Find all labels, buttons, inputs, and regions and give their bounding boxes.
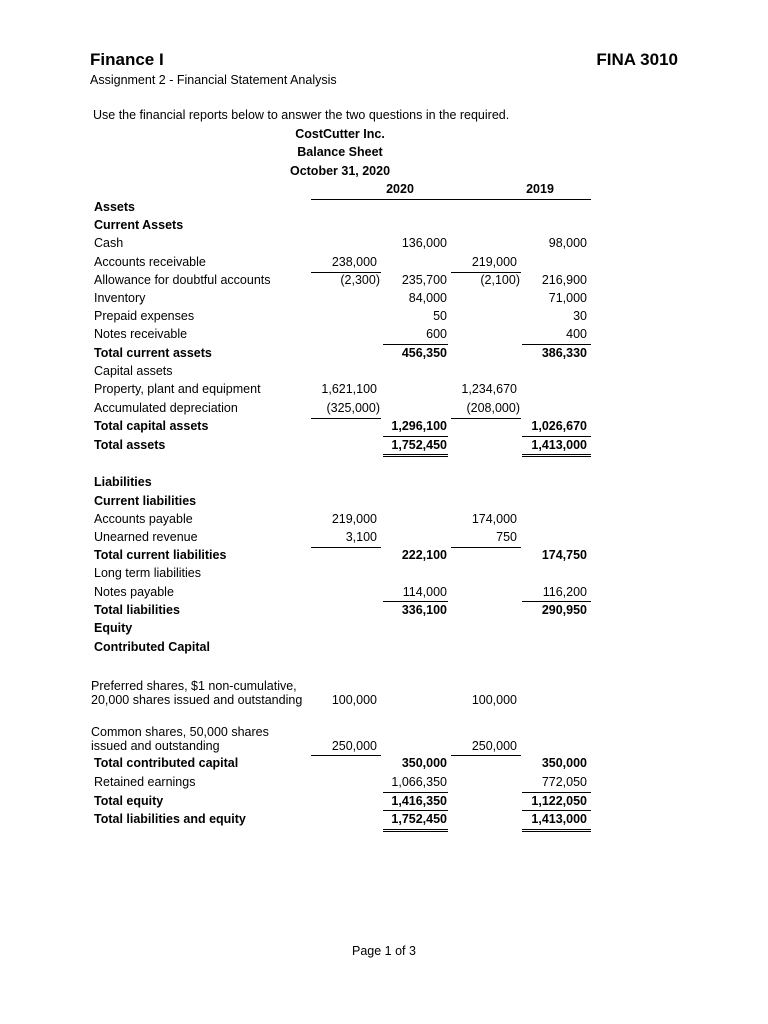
total-current-assets-2019: 386,330: [541, 346, 587, 360]
total-liabilities-2020: 336,100: [401, 603, 447, 617]
inventory-label: Inventory: [94, 291, 146, 305]
total-equity-label: Total equity: [94, 794, 164, 808]
preferred-2019: 100,000: [471, 693, 517, 707]
ap-2019: 174,000: [471, 512, 517, 526]
unearned-2020: 3,100: [345, 530, 377, 544]
acc-dep-label: Accumulated depreciation: [94, 401, 238, 415]
allowance-total-2020: 235,700: [401, 273, 447, 287]
rule: [383, 344, 448, 345]
rule: [383, 810, 448, 811]
total-equity-2020: 1,416,350: [391, 794, 447, 808]
total-contributed-label: Total contributed capital: [94, 756, 239, 770]
acc-dep-2019: (208,000): [466, 401, 520, 415]
common-label-line2: issued and outstanding: [91, 739, 220, 753]
total-le-2019: 1,413,000: [531, 812, 587, 826]
rule: [522, 344, 591, 345]
instructions: Use the financial reports below to answer the two questions in the required.: [93, 108, 510, 122]
rule: [522, 436, 591, 437]
rule: [383, 436, 448, 437]
cash-2019: 98,000: [548, 236, 587, 250]
prepaid-label: Prepaid expenses: [94, 309, 195, 323]
ppe-label: Property, plant and equipment: [94, 382, 261, 396]
preferred-2020: 100,000: [331, 693, 377, 707]
rule: [311, 755, 381, 756]
ar-sub-2019: 219,000: [471, 255, 517, 269]
rule: [311, 547, 381, 548]
year-2019-header: 2019: [526, 182, 554, 196]
ap-label: Accounts payable: [94, 512, 193, 526]
rule: [383, 792, 448, 793]
prepaid-2020: 50: [433, 309, 447, 323]
ppe-2020: 1,621,100: [321, 382, 377, 396]
total-contributed-2019: 350,000: [541, 756, 587, 770]
rule: [522, 792, 591, 793]
common-2019: 250,000: [471, 739, 517, 753]
preferred-label-line2: 20,000 shares issued and outstanding: [91, 693, 303, 707]
page-number: Page 1 of 3: [352, 944, 416, 958]
total-liabilities-2019: 290,950: [541, 603, 587, 617]
assignment-subtitle: Assignment 2 - Financial Statement Analysis: [90, 73, 337, 87]
total-liabilities-label: Total liabilities: [94, 603, 180, 617]
course-title: Finance I: [90, 50, 164, 69]
ar-label: Accounts receivable: [94, 255, 206, 269]
notes-payable-2019: 116,200: [542, 585, 587, 599]
rule: [451, 418, 521, 419]
double-rule: [383, 829, 448, 832]
company-name: CostCutter Inc.: [295, 127, 385, 141]
total-le-2020: 1,752,450: [391, 812, 447, 826]
total-current-assets-2020: 456,350: [401, 346, 447, 360]
total-current-liabilities-2019: 174,750: [541, 548, 587, 562]
preferred-label-line1: Preferred shares, $1 non-cumulative,: [91, 679, 297, 693]
long-term-heading: Long term liabilities: [94, 566, 201, 580]
inventory-2019: 71,000: [548, 291, 587, 305]
header-rule: [311, 199, 591, 200]
cash-label: Cash: [94, 236, 124, 250]
double-rule: [522, 454, 591, 457]
notes-receivable-label: Notes receivable: [94, 327, 188, 341]
rule: [522, 601, 591, 602]
retained-earnings-2020: 1,066,350: [391, 775, 447, 789]
liabilities-heading: Liabilities: [94, 475, 152, 489]
rule: [383, 601, 448, 602]
rule: [451, 547, 521, 548]
current-assets-heading: Current Assets: [94, 218, 184, 232]
allowance-sub-2019: (2,100): [480, 273, 520, 287]
acc-dep-2020: (325,000): [326, 401, 380, 415]
unearned-label: Unearned revenue: [94, 530, 198, 544]
inventory-2020: 84,000: [408, 291, 447, 305]
cash-2020: 136,000: [401, 236, 447, 250]
prepaid-2019: 30: [573, 309, 587, 323]
ar-sub-2020: 238,000: [331, 255, 377, 269]
ppe-2019: 1,234,670: [461, 382, 517, 396]
total-current-assets-label: Total current assets: [94, 346, 212, 360]
statement-date: October 31, 2020: [289, 164, 391, 178]
notes-receivable-2020: 600: [426, 327, 447, 341]
double-rule: [383, 454, 448, 457]
common-label-line1: Common shares, 50,000 shares: [91, 725, 269, 739]
allowance-label: Allowance for doubtful accounts: [94, 273, 271, 287]
common-2020: 250,000: [331, 739, 377, 753]
statement-title: Balance Sheet: [297, 145, 383, 159]
unearned-2019: 750: [496, 530, 517, 544]
course-code: FINA 3010: [596, 50, 678, 69]
rule: [311, 418, 381, 419]
total-capital-assets-2019: 1,026,670: [531, 419, 587, 433]
total-assets-2020: 1,752,450: [391, 438, 447, 452]
notes-payable-label: Notes payable: [94, 585, 174, 599]
capital-assets-heading: Capital assets: [94, 364, 173, 378]
rule: [451, 755, 521, 756]
total-current-liabilities-label: Total current liabilities: [94, 548, 227, 562]
year-2020-header: 2020: [386, 182, 414, 196]
double-rule: [522, 829, 591, 832]
assets-heading: Assets: [94, 200, 135, 214]
total-le-label: Total liabilities and equity: [94, 812, 246, 826]
total-equity-2019: 1,122,050: [531, 794, 587, 808]
notes-receivable-2019: 400: [566, 327, 587, 341]
total-current-liabilities-2020: 222,100: [401, 548, 447, 562]
ap-2020: 219,000: [331, 512, 377, 526]
total-contributed-2020: 350,000: [401, 756, 447, 770]
allowance-sub-2020: (2,300): [340, 273, 380, 287]
total-capital-assets-label: Total capital assets: [94, 419, 209, 433]
total-assets-label: Total assets: [94, 438, 166, 452]
retained-earnings-label: Retained earnings: [94, 775, 196, 789]
rule: [522, 810, 591, 811]
contributed-capital-heading: Contributed Capital: [94, 640, 210, 654]
total-capital-assets-2020: 1,296,100: [391, 419, 447, 433]
equity-heading: Equity: [94, 621, 133, 635]
current-liabilities-heading: Current liabilities: [94, 494, 197, 508]
allowance-total-2019: 216,900: [541, 273, 587, 287]
notes-payable-2020: 114,000: [402, 585, 447, 599]
total-assets-2019: 1,413,000: [531, 438, 587, 452]
retained-earnings-2019: 772,050: [541, 775, 587, 789]
